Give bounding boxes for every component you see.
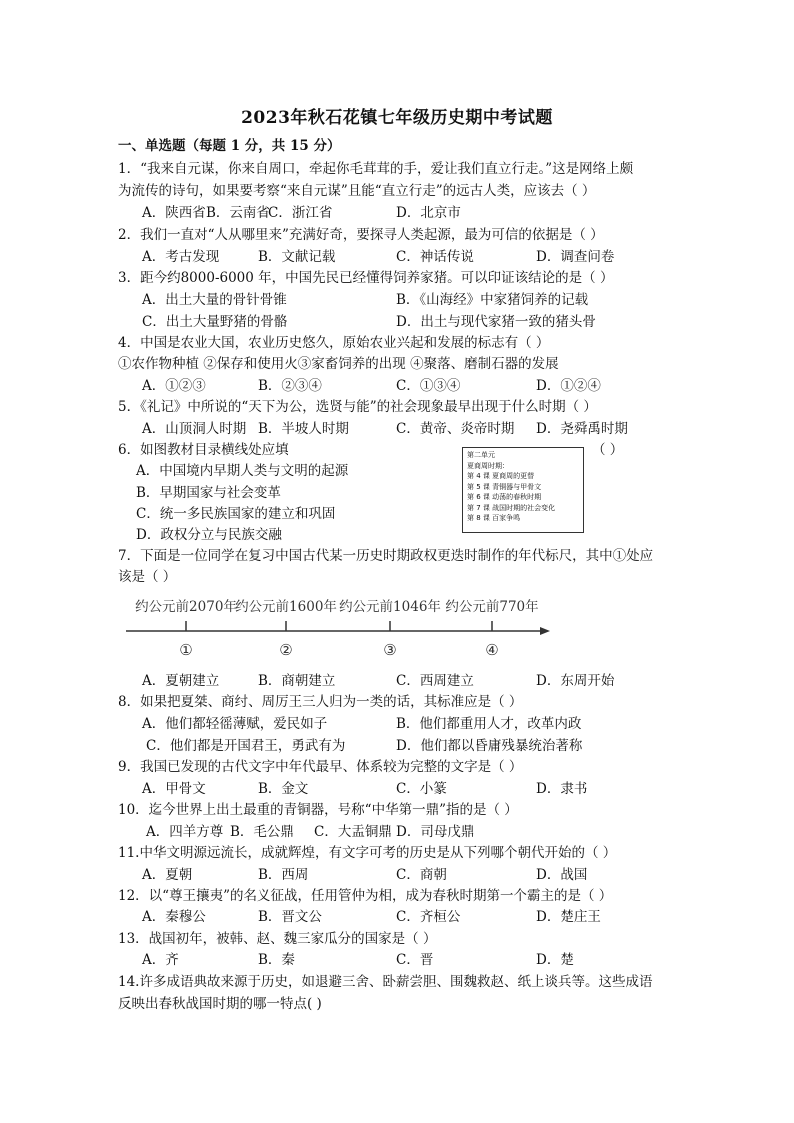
q10-line1: 10．迄今世界上出土最重的青铜器，号称“中华第一鼎”指的是（ ）	[118, 802, 518, 818]
q1-option-b: B．云南省	[206, 205, 270, 221]
q14-line2: 反映出春秋战国时期的哪一特点( )	[118, 996, 322, 1012]
q6-option-c: C．统一多民族国家的建立和巩固	[136, 506, 336, 522]
q7-option-a: A．夏朝建立	[142, 673, 220, 689]
q1-option-a: A．陕西省	[142, 205, 206, 221]
q5-option-c: C．黄帝、炎帝时期	[396, 421, 515, 437]
q12-option-c: C．齐桓公	[396, 909, 461, 925]
q6-answer-paren: （ ）	[592, 442, 624, 458]
q1-option-d: D．北京市	[396, 205, 461, 221]
contents-line: 第 8 课 百家争鸣	[467, 514, 521, 522]
q3-option-d: D．出土与现代家猪一致的猪头骨	[396, 314, 596, 330]
q9-option-b: B．金文	[258, 781, 309, 797]
q7-line2: 该是（ ）	[118, 569, 177, 585]
q7-option-d: D．东周开始	[536, 673, 615, 689]
q8-option-a: A．他们都轻徭薄赋，爱民如子	[142, 716, 328, 732]
q3-line1: 3．距今约8000-6000 年，中国先民已经懂得饲养家猪。可以印证该结论的是（ ）	[118, 270, 614, 286]
q12-line1: 12．以“尊王攘夷”的名义征战，任用管仲为相，成为春秋时期第一个霸主的是（ ）	[118, 888, 613, 904]
q13-option-b: B．秦	[258, 952, 295, 968]
q2-option-a: A．考古发现	[142, 249, 220, 265]
q14-line1: 14.许多成语典故来源于历史，如退避三舍、卧薪尝胆、围魏救赵、纸上谈兵等。这些成语	[118, 974, 653, 990]
q2-line1: 2．我们一直对“人从哪里来”充满好奇，要探寻人类起源，最为可信的依据是（ ）	[118, 227, 604, 243]
contents-line: 第 7 课 战国时期的社会变化	[467, 503, 556, 512]
q1-line1: 1．“我来自元谋，你来自周口，牵起你毛茸茸的手，爱让我们直立行走。”这是网络上颇	[118, 161, 634, 177]
q11-line1: 11.中华文明源远流长，成就辉煌，有文字可考的历史是从下列哪个朝代开始的（ ）	[118, 845, 617, 861]
timeline-mark-3: ③	[383, 641, 397, 659]
timeline-label-2: 约公元前1600年	[235, 599, 337, 615]
q11-option-c: C．商朝	[396, 867, 447, 883]
q4-line1: 4．中国是农业大国，农业历史悠久，原始农业兴起和发展的标志有（ ）	[118, 335, 550, 351]
q4-line2: ①农作物种植 ②保存和使用火③家畜饲养的出现 ④聚落、磨制石器的发展	[118, 356, 559, 372]
timeline-label-3: 约公元前1046年	[339, 599, 441, 615]
q4-option-c: C．①③④	[396, 378, 461, 394]
q5-option-d: D．尧舜禹时期	[536, 421, 628, 437]
q11-option-d: D．战国	[536, 867, 588, 883]
q11-option-a: A．夏朝	[142, 867, 193, 883]
contents-line: 夏商周时期：	[467, 461, 509, 470]
q4-option-a: A．①②③	[142, 378, 206, 394]
q13-option-a: A．齐	[142, 952, 179, 968]
q7-line1: 7．下面是一位同学在复习中国古代某一历史时期政权更迭时制作的年代标尺，其中①处应	[118, 548, 654, 564]
q8-option-b: B．他们都重用人才，改革内政	[396, 716, 582, 732]
contents-line: 第 5 课 青铜器与甲骨文	[467, 482, 542, 491]
contents-line: 第 6 课 动荡的春秋时期	[467, 493, 542, 501]
q6-option-a: A．中国境内早期人类与文明的起源	[136, 463, 349, 479]
q13-option-c: C．晋	[396, 952, 434, 968]
timeline-label-4: 约公元前770年	[445, 599, 539, 615]
q1-option-c: C．浙江省	[268, 205, 333, 221]
q8-line1: 8．如果把夏桀、商纣、周厉王三人归为一类的话，其标准应是（ ）	[118, 694, 523, 710]
exam-title: 2023年秋石花镇七年级历史期中考试题	[241, 108, 553, 128]
contents-line: 第二单元	[467, 451, 495, 459]
q12-option-b: B．晋文公	[258, 909, 322, 925]
q5-option-a: A．山顶洞人时期	[142, 421, 247, 437]
q10-option-d: D．司母戊鼎	[396, 824, 475, 840]
q13-option-d: D．楚	[536, 952, 574, 968]
timeline-ruler	[118, 593, 558, 663]
timeline-mark-2: ②	[279, 641, 293, 659]
q2-option-b: B．文献记载	[258, 249, 336, 265]
q12-option-a: A．秦穆公	[142, 909, 206, 925]
q3-option-c: C．出土大量野猪的骨骼	[142, 314, 288, 330]
q5-line1: 5．《礼记》中所说的“天下为公，选贤与能”的社会现象最早出现于什么时期（ ）	[118, 399, 597, 415]
q4-option-b: B．②③④	[258, 378, 322, 394]
q7-option-c: C．西周建立	[396, 673, 474, 689]
q9-option-a: A．甲骨文	[142, 781, 206, 797]
q3-option-a: A．出土大量的骨针骨锥	[142, 292, 287, 308]
q3-option-b: B．《山海经》中家猪饲养的记载	[396, 292, 589, 308]
q7-option-b: B．商朝建立	[258, 673, 336, 689]
timeline-mark-1: ①	[179, 641, 193, 659]
q13-line1: 13．战国初年，被韩、赵、魏三家瓜分的国家是（ ）	[118, 931, 437, 947]
q9-option-c: C．小篆	[396, 781, 447, 797]
timeline-mark-4: ④	[485, 641, 499, 659]
timeline-label-1: 约公元前2070年	[135, 599, 237, 615]
contents-line: 第 4 课 夏商周的更替	[467, 472, 535, 480]
q5-option-b: B．半坡人时期	[258, 421, 349, 437]
q9-line1: 9．我国已发现的古代文字中年代最早、体系较为完整的文字是（ ）	[118, 759, 523, 775]
q9-option-d: D．隶书	[536, 781, 588, 797]
q2-option-c: C．神话传说	[396, 249, 474, 265]
q6-option-b: B．早期国家与社会变革	[136, 485, 281, 501]
q8-option-c: C．他们都是开国君王，勇武有为	[146, 738, 346, 754]
q2-option-d: D．调查问卷	[536, 249, 615, 265]
q8-option-d: D．他们都以昏庸残暴统治著称	[396, 738, 583, 754]
q6-line1: 6．如图教材目录横线处应填	[118, 442, 289, 458]
textbook-contents-box	[462, 447, 584, 533]
timeline-arrow-icon	[540, 627, 550, 635]
section-heading: 一、单选题（每题 1 分，共 15 分）	[118, 138, 341, 154]
q10-option-b: B．毛公鼎	[230, 824, 294, 840]
q12-option-d: D．楚庄王	[536, 909, 601, 925]
q10-option-a: A．四羊方尊	[146, 824, 224, 840]
q11-option-b: B．西周	[258, 867, 309, 883]
q4-option-d: D．①②④	[536, 378, 601, 394]
q6-option-d: D．政权分立与民族交融	[136, 527, 282, 543]
q1-line2: 为流传的诗句，如果要考察“来自元谋”且能“直立行走”的远古人类，应该去（ ）	[118, 183, 596, 199]
q10-option-c: C．大盂铜鼎	[314, 824, 392, 840]
